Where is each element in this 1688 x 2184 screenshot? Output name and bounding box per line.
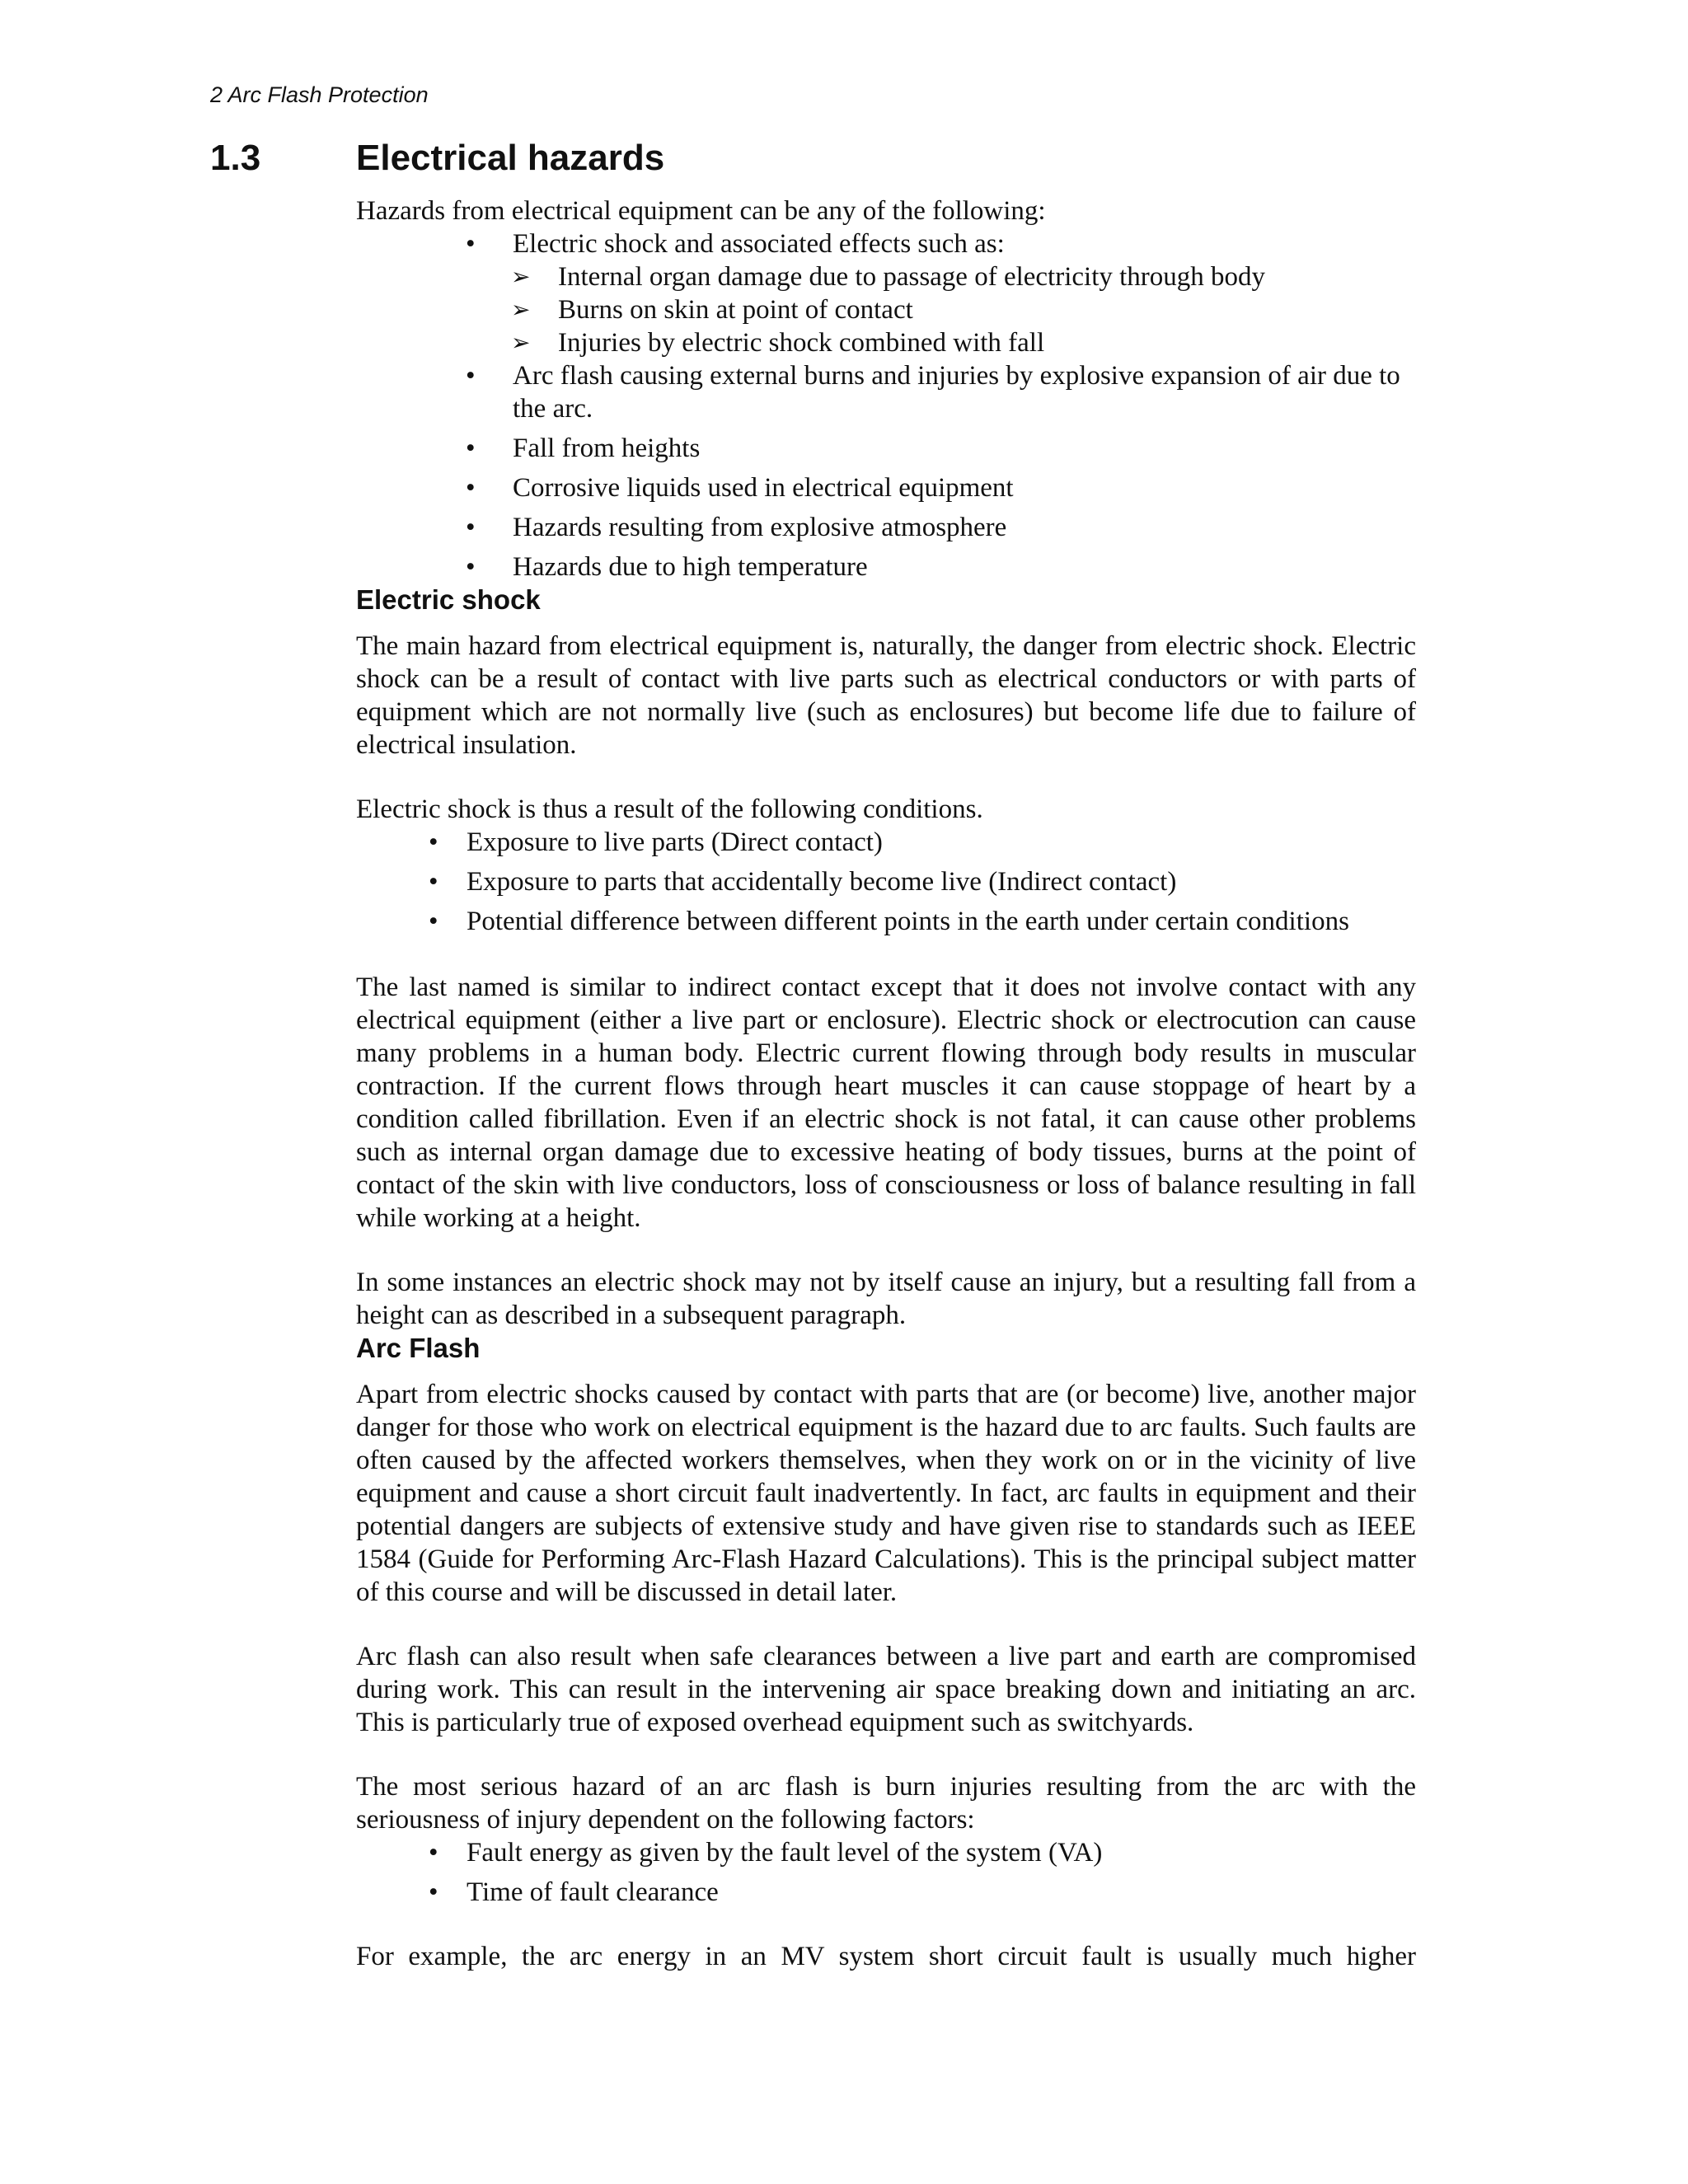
- list-item: [356, 326, 1416, 359]
- list-item-text: Corrosive liquids used in electrical equipment: [513, 473, 1014, 503]
- subheading-electric-shock: Electric shock: [356, 584, 541, 615]
- list-item: [356, 551, 1416, 583]
- list-item: [356, 471, 1416, 504]
- section-number: 1.3: [210, 138, 261, 178]
- paragraph: For example, the arc energy in an MV system short circuit fault is usually much higher: [356, 1942, 1416, 1971]
- list-item-text: Hazards due to high temperature: [513, 552, 868, 582]
- list-item: [356, 293, 1416, 326]
- list-item-text: Time of fault clearance: [467, 1877, 719, 1907]
- paragraph: The main hazard from electrical equipment is, naturally, the danger from electric shock. Electric shock can be a result of contact with live parts such as electrical conductors or with parts of equipment which are not normally live (such as enclosures) but become life due to failure of electrical insulation.: [356, 631, 1416, 760]
- arrow-marker: ➢: [511, 329, 531, 356]
- list-item-text: Injuries by electric shock combined with fall: [558, 328, 1045, 358]
- paragraph: The most serious hazard of an arc flash is burn injuries resulting from the arc with the seriousness of injury dependent on the following factors:: [356, 1772, 1416, 1835]
- list-item: [356, 826, 1416, 859]
- shock-effects-list: [356, 260, 1416, 359]
- section-body: [356, 194, 1416, 1973]
- list-item: [356, 511, 1416, 544]
- factors-list: [356, 1836, 1416, 1909]
- arrow-marker: ➢: [511, 263, 531, 290]
- list-item-text: Fault energy as given by the fault level of the system (VA): [467, 1838, 1103, 1868]
- bullet-marker: •: [466, 361, 476, 391]
- list-item: [356, 432, 1416, 465]
- bullet-marker: •: [466, 513, 476, 542]
- list-item-text: Internal organ damage due to passage of electricity through body: [558, 262, 1266, 292]
- subheading-arc-flash: Arc Flash: [356, 1333, 481, 1363]
- paragraph: In some instances an electric shock may not by itself cause an injury, but a resulting fall from a height can as described in a subsequent paragraph.: [356, 1268, 1416, 1330]
- bullet-marker: •: [429, 827, 438, 857]
- section-title: Electrical hazards: [356, 138, 665, 178]
- bullet-marker: •: [429, 867, 438, 897]
- bullet-marker: •: [429, 1838, 438, 1868]
- bullet-marker: •: [429, 907, 438, 936]
- list-item: [356, 227, 1416, 260]
- list-item: [356, 905, 1416, 938]
- paragraph: Apart from electric shocks caused by contact with parts that are (or become) live, another major danger for those who work on electrical equipment is the hazard due to arc faults. Such faults are often caused by the affected workers themselves, when they work on or in the vicinity of live equipment and cause a short circuit fault inadvertently. In fact, arc faults in equipment and their potential dangers are subjects of extensive study and have given rise to standards such as IEEE 1584 (Guide for Performing Arc-Flash Hazard Calculations). This is the principal subject matter of this course and will be discussed in detail later.: [356, 1380, 1416, 1607]
- arrow-marker: ➢: [511, 296, 531, 323]
- list-item-text: Hazards resulting from explosive atmosphere: [513, 513, 1007, 542]
- list-item-text: Burns on skin at point of contact: [558, 295, 913, 325]
- hazards-list-continued: [356, 359, 1416, 583]
- paragraph: The last named is similar to indirect contact except that it does not involve contact with any electrical equipment (either a live part or enclosure). Electric shock or electrocution can cause many problems in a human body. Electric current flowing through body results in muscular contraction. If the current flows through heart muscles it can cause stoppage of heart by a condition called fibrillation. Even if an electric shock is not fatal, it can cause other problems such as internal organ damage due to excessive heating of body tissues, burns at the point of contact of the skin with live conductors, loss of consciousness or loss of balance resulting in fall while working at a height.: [356, 972, 1416, 1233]
- list-item-text: Arc flash causing external burns and injuries by explosive expansion of air due to the arc.: [513, 361, 1400, 424]
- bullet-marker: •: [429, 1877, 438, 1907]
- list-item-text: Electric shock and associated effects such as:: [513, 229, 1005, 259]
- list-item: [356, 359, 1416, 425]
- running-header: 2 Arc Flash Protection: [210, 82, 429, 107]
- list-item-text: Potential difference between different points in the earth under certain conditions: [467, 907, 1349, 936]
- bullet-marker: •: [466, 473, 476, 503]
- bullet-marker: •: [466, 434, 476, 463]
- paragraph: Arc flash can also result when safe clearances between a live part and earth are compromised during work. This can result in the intervening air space breaking down and initiating an arc. This is particularly true of exposed overhead equipment such as switchyards.: [356, 1642, 1416, 1737]
- conditions-list: [356, 826, 1416, 938]
- paragraph: Electric shock is thus a result of the following conditions.: [356, 794, 983, 824]
- list-item-text: Fall from heights: [513, 434, 701, 463]
- list-item-text: Exposure to live parts (Direct contact): [467, 827, 883, 857]
- bullet-marker: •: [466, 552, 476, 582]
- intro-paragraph: Hazards from electrical equipment can be any of the following:: [356, 196, 1046, 226]
- bullet-marker: •: [466, 229, 476, 259]
- list-item: [356, 1876, 1416, 1909]
- list-item: [356, 1836, 1416, 1869]
- list-item: [356, 260, 1416, 293]
- list-item-text: Exposure to parts that accidentally become live (Indirect contact): [467, 867, 1177, 897]
- list-item: [356, 865, 1416, 898]
- hazards-list: [356, 227, 1416, 260]
